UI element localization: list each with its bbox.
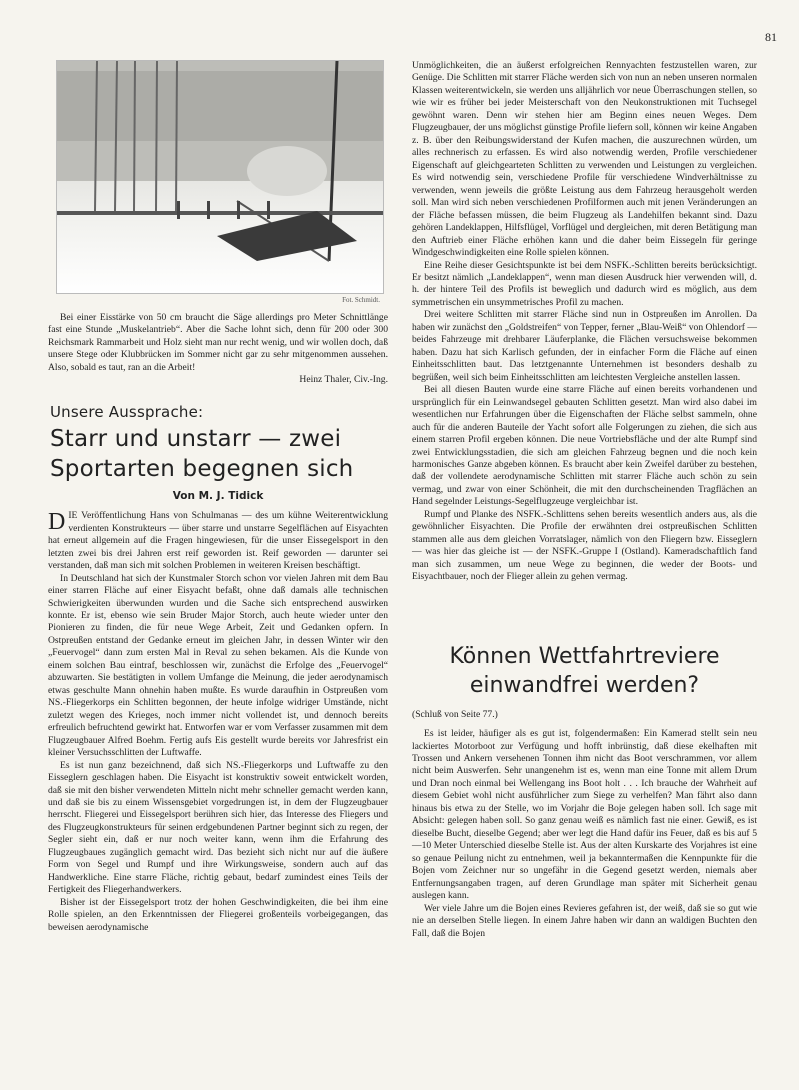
article-paragraph-7: Bei all diesen Bauten wurde eine starre Fläche auf einen bereits vorhandenen und ursprünglich für ein Leinwandsegel gebauten Schlitten gesetzt. Man wird also dabei im wesentlichen nur Erfahrungen über die Eigenschaften der Fläche selbst sammeln, ohne auch für die anderen Bauteile der Yacht sofort alle Folgerungen zu ziehen, die sich aus einem starren Profil ergeben können. Die neue Vortriebsfläche und der alte Rumpf sind zwei Entwicklungsstadien, die sich am gleichen Fahrzeug begnen und die noch kein harmonisches Ganze abgeben können. Es braucht aber kein Zweifel darüber zu bestehen, daß der vollendete aerodynamische Schlitten mit starrer Fläche auch schön zu sein vermag, und zwar von einer Schönheit, die mit den durchscheinenden Tragflächen an Hand segelnder Leistungs-Segelflugzeuge vergleichbar ist. <box>412 384 757 508</box>
photo-credit: Fot. Schmidt. <box>342 296 380 304</box>
page-number: 81 <box>765 30 777 44</box>
paragraph-text: IE Veröffentlichung Hans von Schulmanas — des um kühne Weiterentwicklung verdienten Konstrukteurs — über starre und unstarre Segelflächen auf Eisyachten hat erneut allgemein auf die Fragen hingewiesen, für die unser Eissegelsport in den letzten zwei bis drei Jahren erst reif geworden ist. Reif geworden — darunter sei verstanden, daß man sich mit solchen Problemen in weiteren Kreisen beschäftigt. <box>48 510 388 572</box>
second-article-paragraph-1: Es ist leider, häufiger als es gut ist, folgendermaßen: Ein Kamerad stellt sein neu lackiertes Motorboot zur Verfügung und hofft inbrünstig, daß diese ekelhaften mit Trossen und Ankern versehenen Tonnen ihm nicht das Boot verschrammen, vor allem nicht beim Auswerfen. Sehr unangenehm ist es, wenn man eine Tonne mit allem Drum und Dran noch einmal bei Wellengang ins Boot holt . . . Ich brauche der Wahrheit auf diesem Gebiet wohl nicht ausführlicher zum Siege zu verhelfen? Man fährt also dann hinaus bis etwa zu der Stelle, wo im Vorjahr die Boje gelegen haben soll. Ich sage mit Absicht: gelegen haben soll. So ganz genau weiß es nämlich fast nie einer. Gewiß, es ist dieselbe Bucht, dieselbe Gegend; aber wer legt die Hand dafür ins Feuer, daß es bis auf 5—10 Meter Unterschied dieselbe Stelle ist. Aus der alten Kurskarte des Vorjahres ist eine so genaue Peilung nicht zu entnehmen, weil ja bekanntermaßen die Kennpunkte für die Bojen vom Zeichner nur so ungefähr in die Gegend gesetzt werden, niemals aber Entfernungsangaben tragen, auf deren Grundlage man später mit Sicherheit genau auslegen kann. <box>412 728 757 902</box>
second-headline <box>412 642 757 701</box>
drop-cap: D <box>48 509 66 536</box>
article-paragraph-3: Es ist nun ganz bezeichnend, daß sich NS.-Fliegerkorps und Luftwaffe zu den Eisseglern geschlagen haben. Die Eisyacht ist konstruktiv soweit entwickelt worden, daß sie mit den bisher verwendeten Mitteln nicht mehr schneller gemacht werden kann, und daß sie bis zu einem Wissensgebiet vorgedrungen ist, in dem der Flugzeugbauer herrscht. Fliegerei und Eissegelsport berühren sich hier, das Interesse des Fliegers und des Flugzeugkonstrukteurs für seinen erdgebundenen Partner beginnt sich zu regen, der Segler sieht ein, daß er nur noch weiter kann, wenn ihm die Erfahrung des Flugzeugbaues zugänglich gemacht wird. Das bezieht sich nicht nur auf die äußere Form von Segel und Rumpf und ihre Wirkungsweise, sondern auch auf das Handwerkliche. Eine starre Fläche, richtig gebaut, bedarf zumindest eines Teils der Fertigkeit des Fliegerhandwerkers. <box>48 759 388 896</box>
photo-illustration <box>57 61 383 293</box>
intro-signature: Heinz Thaler, Civ.-Ing. <box>299 374 388 386</box>
right-column <box>412 60 757 940</box>
intro-paragraph: Bei einer Eisstärke von 50 cm braucht die Säge allerdings pro Meter Schnittlänge fast eine Stunde „Muskelantrieb“. Aber die Sache lohnt sich, denn für 200 oder 300 Reichsmark Rammarbeit und Holz sieht man nur recht wenig, und wir wollen doch, daß unsere Stege oder Klubbrücken im Sommer nicht gar zu sehr mitgenommen aussehen. Also, sobald es taut, ran an die Arbeit! <box>48 312 388 373</box>
second-article-paragraph-2: Wer viele Jahre um die Bojen eines Revieres gefahren ist, der weiß, daß sie so gut wie nie an derselben Stelle liegen. In einem Jahre haben wir dann an waldigen Buchten den Fall, daß die Bojen <box>412 902 757 939</box>
article-kicker: Unsere Aussprache: <box>50 403 204 422</box>
left-column <box>48 60 388 934</box>
article-paragraph-5: Eine Reihe dieser Gesichtspunkte ist bei dem NSFK.-Schlitten bereits berücksichtigt. Er besitzt nämlich „Landeklappen“, wenn man diesen Ausdruck hier verwenden will, d. h. der hintere Teil des Profils ist beweglich und dadurch wird es möglich, aus dem symmetrischen ein unsymmetrisches Profil zu machen. <box>412 259 757 308</box>
byline: Von M. J. Tidick <box>172 490 264 503</box>
continuation-ref: (Schluß von Seite 77.) <box>412 709 498 721</box>
article-paragraph-8: Rumpf und Planke des NSFK.-Schlittens sehen bereits wesentlich anders aus, als die gewöhnlicher Eisyachten. Die Profile der erwähnten drei ostpreußischen Schlitten stammen alle aus dem gleichen Vorratslager, nämlich von den Fliegern bzw. Eisseglern — was hier das gleiche ist — der NSFK.-Gruppe I (Ostland). Kameradschaftlich fand man sich zusammen, um neue Wege zu beginnen, die weder der Boots- und Eisyachtbauer, noch der Flieger allein zu gehen vermag. <box>412 508 757 583</box>
article-headline <box>50 425 388 484</box>
article-paragraph-1 <box>48 510 388 572</box>
article-paragraph-2: In Deutschland hat sich der Kunstmaler Storch schon vor vielen Jahren mit dem Bau einer starren Fläche auf einer Eisyacht befaßt, ohne daß damals alle technischen Schwierigkeiten überwunden wurden und die Sache sich entsprechend auswirken konnte. Er ist, ebenso wie sein Bruder Major Storch, auch heute wieder unter den Pionieren zu finden, die für neue Wege Arbeit, Zeit und Gedanken opfern. In Ostpreußen entstand der Gedanke erneut im gleichen Jahr, in dessen Winter wir den „Feuervogel“ dann zum ersten Mal in Reval zu sehen bekamen. Als die Kunde von einem solchen Bau eintraf, beschlossen wir, zunächst die Erfolge des „Feuervogel“ abzuwarten. Sie bestätigten in vollem Umfange die Meinung, die jeder aerodynamisch etwas geschulte Mann ohnehin haben mußte. Es wurde daraufhin in Ostpreußen vom NS.-Fliegerkorps ein Schlitten begonnen, der heute infolge widriger Umstände, nicht zuletzt wegen des Krieges, noch immer nicht vollendet ist, und dennoch bereits erfreulich befruchtend gewirkt hat. Entworfen war er vom Verfasser zusammen mit dem Flugzeugbauer Alfred Boehm. Fertig aufs Eis gestellt wurde bereits vor Jahresfrist ein kleiner Versuchsschlitten der Luftwaffe. <box>48 572 388 759</box>
headline-line-1: Starr und unstarr — zwei <box>50 426 342 453</box>
headline-line-2: Sportarten begegnen sich <box>50 455 354 482</box>
second-headline-line-1: Können Wettfahrtreviere <box>449 643 720 669</box>
article-paragraph-6: Drei weitere Schlitten mit starrer Fläche sind nun in Ostpreußen im Anrollen. Da haben wir zunächst den „Goldstreifen“ von Tepper, ferner „Blau-Weiß“ von Ohlendorf — beides Fahrzeuge mit drehbarer Läuferplanke, die Flächen versuchsweise bekommen haben. Dazu hat sich Karlisch gefunden, der in einfacher Form die Fläche auf einen Einheitsschlitten baut. Das letztgenannte Unternehmen ist besonders deshalb zu begrüßen, weil sich beim Einheitsschlitten am leichtesten Vergleiche anstellen lassen. <box>412 309 757 383</box>
winter-photo <box>56 60 384 294</box>
article-paragraph-continued: Unmöglichkeiten, die an äußerst erfolgreichen Rennyachten festzustellen waren, zur Genüge. Die Schlitten mit starrer Fläche werden sich von nun an neben unseren normalen Klassen weiterentwickeln, sie werden uns alljährlich vor neue Überraschungen stellen, so wie wir es früher bei jeder Meisterschaft von den Neukonstruktionen mit Tuchsegel gewöhnt waren. Denn wir stehen hier am Beginn eines neuen Weges. Dem Flugzeugbauer, der uns möglichst günstige Profile liefern soll, können wir keine Angaben z. B. über den Reibungswiderstand der Kufen machen, die auszurechnen würden, um alles rechnerisch zu erfassen. Es wird also notwendig werden, Profile verschiedener Eigenschaft auf gleichgearteten Schlitten zu verwenden und Leistungen zu vergleichen. Es wird notwendig sein, verschiedene Profile für verschiedene Windverhältnisse zu verwenden, wenn jeweils die größte Leistung aus dem Fahrzeug herausgeholt werden soll. Man wird sich neben verschiedenen Profilformen auch mit jenen Veränderungen an der Fläche befassen müssen, die beim Flugzeug als Landehilfen bekannt sind. Dazu gehören Landeklappen, Hilfsflügel, Vorflügel und dergleichen, mit deren Betätigung man den Auftrieb einer Fläche erhöhen kann und die daher beim Eissegeln für geringe Windgeschwindigkeiten eine Rolle spielen können. <box>412 60 757 259</box>
article-paragraph-4: Bisher ist der Eissegelsport trotz der hohen Geschwindigkeiten, die bei ihm eine Rolle spielen, an den Erkenntnissen der Fliegerei großenteils vorbeigegangen, das beweisen aerodynamische <box>48 896 388 933</box>
second-headline-line-2: einwandfrei werden? <box>469 673 700 699</box>
